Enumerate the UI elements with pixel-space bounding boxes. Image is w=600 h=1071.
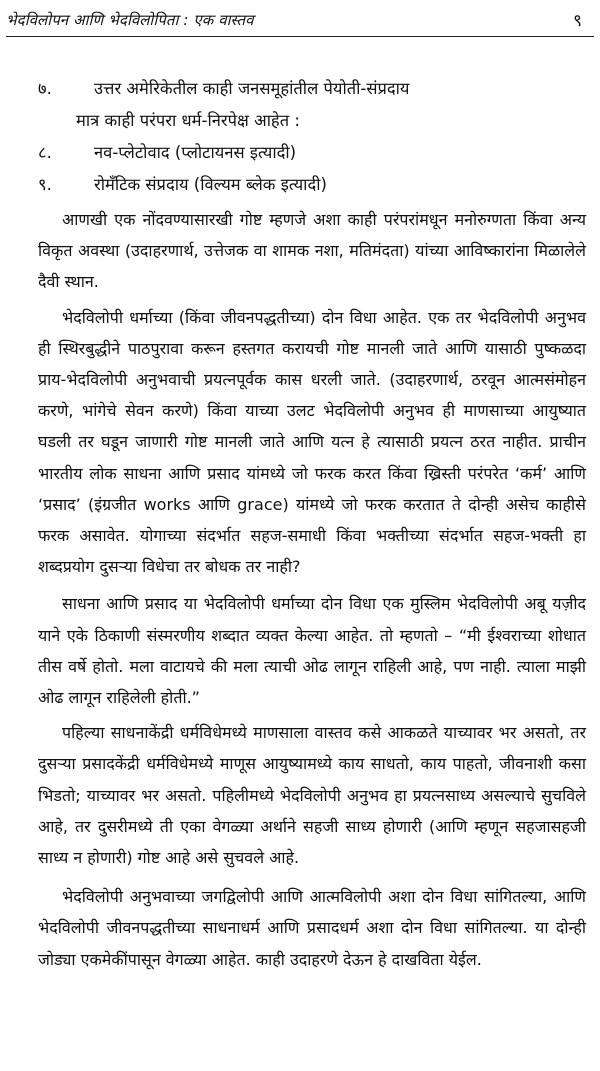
paragraph-5: भेदविलोपी अनुभवाच्या जगद्विलोपी आणि आत्मविलोपी अशा दोन विधा सांगितल्या, आणि भेदविलोपी जीवनपद्धतीच्या साधनाधर्म आणि प्रसादधर्म अशा दोन विधा सांगितल्या. या दोन्ही जोड्या एकमेकींपासून वेगळ्या आहेत. काही उदाहरणे देऊन हे दाखविता येईल. [38,887,586,969]
paragraph-2: भेदविलोपी धर्माच्या (किंवा जीवनपद्धतीच्या) दोन विधा आहेत. एक तर भेदविलोपी अनुभव ही स्थिरबुद्धीने पाठपुरावा करून हस्तगत करायची गोष्ट मानली जाते आणि यासाठी पुष्कळदा प्राय-भेदविलोपी अनुभवाची प्रयत्नपूर्वक कास धरली जाते. (उदाहरणार्थ, ठरवून आत्मसंमोहन करणे, भांगेचे सेवन करणे) किंवा याच्या उलट भेदविलोपी अनुभव ही माणसाच्या आयुष्यात घडली तर घडून जाणारी गोष्ट मानली जाते आणि यत्न हे त्यासाठी प्रयत्न ठरत नाहीत. प्राचीन भारतीय लोक साधना आणि प्रसाद यांमध्ये जो फरक करत किंवा ख्रिस्ती परंपरेत ‘कर्म’ आणि ‘प्रसाद’ (इंग्रजीत works आणि grace) यांमध्ये जो फरक करतात ते दोन्ही असेच काहीसे फरक असावेत. योगाच्या संदर्भात सहज-समाधी किंवा भक्तीच्या संदर्भात सहज-भक्ती हा शब्दप्रयोग दुसऱ्या विधेचा तर बोधक तर नाही? [38,307,586,577]
list-item-number: ७. [38,79,52,98]
list-note-text: मात्र काही परंपरा धर्म-निरपेक्ष आहेत : [76,111,300,130]
list-item-number: ९. [38,175,52,194]
list-item-text: नव-प्लेटोवाद (प्लोटायनस इत्यादी) [94,143,297,162]
body-text [38,204,586,975]
list-item [38,172,578,204]
list-item [38,76,578,108]
list-item [38,140,578,172]
paragraph-4: पहिल्या साधनाकेंद्री धर्मविधेमध्ये माणसाला वास्तव कसे आकळते याच्यावर भर असतो, तर दुसऱ्या प्रसादकेंद्री धर्मविधेमध्ये माणूस आयुष्यामध्ये काय साधतो, काय पाहतो, जीवनाशी कसा भिडतो; याच्यावर भर असतो. पहिलीमध्ये भेदविलोपी अनुभव हा प्रयत्नसाध्य असल्याचे सुचविले आहे, तर दुसरीमध्ये ती एका वेगळ्या अर्थाने सहजी साध्य होणारी (आणि म्हणून सहजासहजी साध्य न होणारी) गोष्ट आहे असे सुचवले आहे. [38,723,586,868]
numbered-list [38,76,578,204]
list-item-text: रोमॅंटिक संप्रदाय (विल्यम ब्लेक इत्यादी) [94,175,327,194]
paragraph-1: आणखी एक नोंदवण्यासारखी गोष्ट म्हणजे अशा काही परंपरांमधून मनोरुग्णता किंवा अन्य विकृत अवस्था (उदाहरणार्थ, उत्तेजक वा शामक नशा, मतिमंदता) यांच्या आविष्कारांना मिळालेले दैवी स्थान. [38,210,586,292]
header-rule [6,36,594,37]
list-item-text: उत्तर अमेरिकेतील काही जनसमूहांतील पेयोती-संप्रदाय [94,79,410,98]
running-header [6,6,594,34]
list-item-number: ८. [38,143,52,162]
paragraph-3: साधना आणि प्रसाद या भेदविलोपी धर्माच्या दोन विधा एक मुस्लिम भेदविलोपी अबू यज़ीद याने एके ठिकाणी संस्मरणीय शब्दात व्यक्त केल्या आहेत. तो म्हणतो – “मी ईश्वराच्या शोधात तीस वर्षे होतो. मला वाटायचे की मला त्याची ओढ लागून राहिली आहे, पण नाही. त्याला माझी ओढ लागून राहिलेली होती.” [38,594,586,708]
page-number: ९ [573,11,582,31]
list-note [76,108,578,140]
running-title: भेदविलोपन आणि भेदविलोपिता : एक वास्तव [6,11,254,29]
